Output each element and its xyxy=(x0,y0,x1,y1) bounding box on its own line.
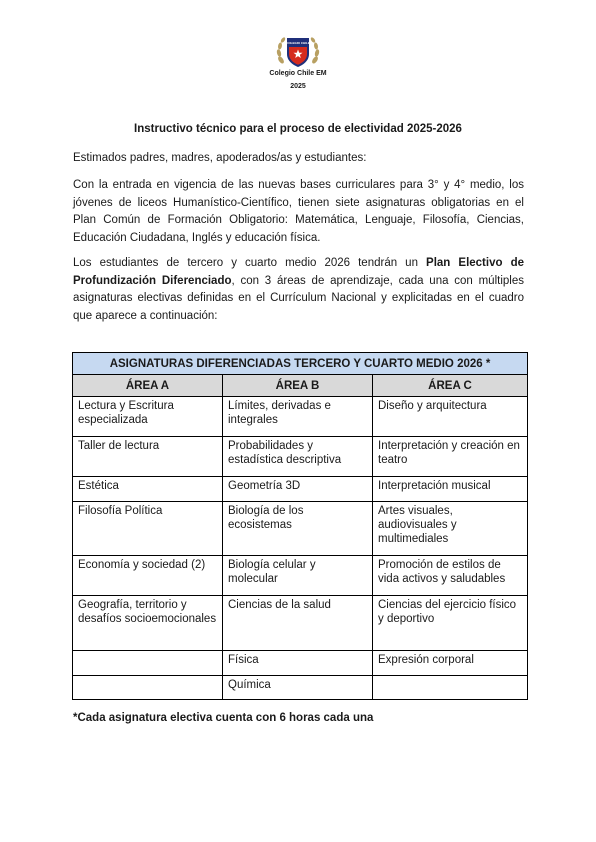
table-row xyxy=(73,556,528,596)
header-area-b: ÁREA B xyxy=(223,375,373,397)
table-row xyxy=(73,502,528,556)
plan-name: Plan Electivo de Profundización Diferenciado xyxy=(73,257,524,287)
table-cell: Geometría 3D xyxy=(223,477,373,502)
table-cell: Probabilidades y estadística descriptiva xyxy=(223,437,373,477)
table-cell: Estética xyxy=(73,477,223,502)
table-cell: Filosofía Política xyxy=(73,502,223,556)
table-caption-row xyxy=(73,353,528,375)
table-header-row xyxy=(73,375,528,397)
logo-text: COLEGIO CHILE xyxy=(286,41,310,45)
table-row xyxy=(73,437,528,477)
table-cell: Lectura y Escritura especializada xyxy=(73,397,223,437)
table-cell xyxy=(73,676,223,700)
table-cell: Artes visuales, audiovisuales y multimediales xyxy=(373,502,528,556)
table-cell: Taller de lectura xyxy=(73,437,223,477)
table-cell xyxy=(73,651,223,676)
document-title: Instructivo técnico para el proceso de electividad 2025-2026 xyxy=(134,123,462,135)
table-cell: Geografía, territorio y desafíos socioemocionales xyxy=(73,596,223,651)
table-cell xyxy=(373,676,528,700)
header-year: 2025 xyxy=(290,83,306,90)
table-row xyxy=(73,397,528,437)
table-cell: Interpretación musical xyxy=(373,477,528,502)
greeting: Estimados padres, madres, apoderados/as y estudiantes: xyxy=(73,152,367,164)
laurel-right-icon xyxy=(310,37,320,65)
header-area-c: ÁREA C xyxy=(373,375,528,397)
paragraph-electives-end: , con 3 áreas de aprendizaje, cada una con múltiples asignaturas electivas definidas en el Currículum Nacional y explicitadas en el cuadro que aparece a continuación: xyxy=(73,274,524,322)
table-row xyxy=(73,596,528,651)
table-cell: Química xyxy=(223,676,373,700)
table-cell: Promoción de estilos de vida activos y saludables xyxy=(373,556,528,596)
electives-table xyxy=(72,352,528,700)
table-cell: Ciencias de la salud xyxy=(223,596,373,651)
table-cell: Diseño y arquitectura xyxy=(373,397,528,437)
header-area-a: ÁREA A xyxy=(73,375,223,397)
paragraph-curriculum: Con la entrada en vigencia de las nuevas bases curriculares para 3° y 4° medio, los jóvenes de liceos Humanístico-Científico, tienen siete asignaturas obligatorias en el Plan Común de Formación Obligatorio: Matemática, Lenguaje, Filosofía, Ciencias, Educación Ciudadana, Inglés y educación física. xyxy=(73,179,524,244)
table-cell: Economía y sociedad (2) xyxy=(73,556,223,596)
table-cell: Expresión corporal xyxy=(373,651,528,676)
table-cell: Biología celular y molecular xyxy=(223,556,373,596)
footnote: *Cada asignatura electiva cuenta con 6 horas cada una xyxy=(73,712,374,724)
table-row xyxy=(73,651,528,676)
school-logo xyxy=(274,34,322,70)
table-cell: Biología de los ecosistemas xyxy=(223,502,373,556)
table-cell: Interpretación y creación en teatro xyxy=(373,437,528,477)
table-cell: Ciencias del ejercicio físico y deportivo xyxy=(373,596,528,651)
table-cell: Física xyxy=(223,651,373,676)
table-row xyxy=(73,676,528,700)
table-row xyxy=(73,477,528,502)
paragraph-electives-start: Los estudiantes de tercero y cuarto medio 2026 tendrán un xyxy=(73,257,427,269)
table-cell: Límites, derivadas e integrales xyxy=(223,397,373,437)
laurel-left-icon xyxy=(276,37,286,65)
school-name: Colegio Chile EM xyxy=(269,70,327,77)
table-caption: ASIGNATURAS DIFERENCIADAS TERCERO Y CUARTO MEDIO 2026 * xyxy=(73,353,528,375)
paragraph-electives xyxy=(73,255,524,325)
